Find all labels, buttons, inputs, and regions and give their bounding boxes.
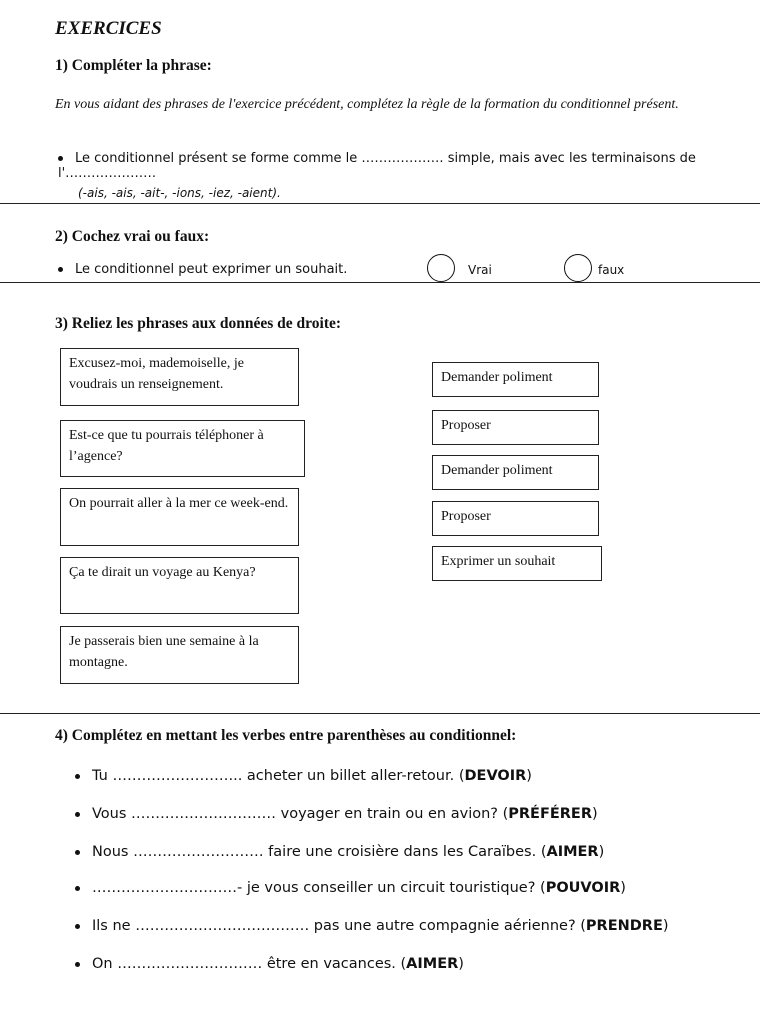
blank-field[interactable]: Ils ne ……………………………… [92, 918, 310, 934]
bullet-icon [75, 924, 80, 929]
blank-field[interactable]: Nous ……………………… [92, 844, 264, 860]
exercise-1-heading: 1) Compléter la phrase: [55, 57, 212, 74]
endings-list: (-ais, -ais, -ait-, -ions, -iez, -aient). [78, 186, 281, 200]
rule-text: Le conditionnel présent se forme comme le ………………. simple, mais avec les terminaisons de l'………………… [58, 151, 696, 181]
item-text: - je vous conseiller un circuit touristique? ( [237, 880, 546, 896]
left-phrase-box[interactable]: Je passerais bien une semaine à la montagne. [60, 626, 299, 684]
item-end: ) [598, 844, 605, 860]
item-text: être en vacances. ( [262, 956, 407, 972]
page-title: EXERCICES [55, 18, 162, 39]
vrai-radio[interactable] [427, 254, 455, 282]
item-text: faire une croisière dans les Caraïbes. ( [263, 844, 547, 860]
divider [0, 282, 760, 283]
blank-field[interactable]: Vous ………………………… [92, 806, 277, 822]
right-function-box[interactable]: Demander poliment [432, 455, 599, 490]
item-end: ) [526, 768, 532, 784]
item-end: ) [458, 956, 464, 972]
verb: PRENDRE [585, 918, 663, 934]
right-function-box[interactable]: Proposer [432, 410, 599, 445]
verb: PRÉFÉRER [508, 806, 592, 822]
left-phrase-box[interactable]: Est-ce que tu pourrais téléphoner à l’agence? [60, 420, 305, 477]
blank-field[interactable]: On ………………………… [92, 956, 263, 972]
item-text: pas une autre compagnie aérienne? ( [309, 918, 586, 934]
statement-text: Le conditionnel peut exprimer un souhait. [75, 262, 348, 277]
exercise-3-heading: 3) Reliez les phrases aux données de droite: [55, 315, 342, 332]
item-text: . acheter un billet aller-retour. ( [237, 768, 465, 784]
exercise-item [75, 918, 669, 934]
exercise-item [75, 768, 532, 784]
verb: AIMER [406, 956, 459, 972]
exercise-item [75, 806, 598, 822]
right-function-box[interactable]: Demander poliment [432, 362, 599, 397]
bullet-icon [75, 812, 80, 817]
verb: POUVOIR [545, 880, 621, 896]
faux-radio[interactable] [564, 254, 592, 282]
verb: AIMER [546, 844, 599, 860]
bullet-icon [75, 886, 80, 891]
bullet-icon [75, 774, 80, 779]
faux-label: faux [598, 263, 625, 277]
item-end: ) [592, 806, 598, 822]
right-function-box[interactable]: Proposer [432, 501, 599, 536]
exercise-item [75, 844, 604, 860]
exercise-item [75, 880, 626, 896]
right-function-box[interactable]: Exprimer un souhait [432, 546, 602, 581]
bullet-icon [58, 267, 63, 272]
bullet-icon [75, 962, 80, 967]
left-phrase-box[interactable]: Excusez-moi, mademoiselle, je voudrais un renseignement. [60, 348, 299, 406]
exercise-2-heading: 2) Cochez vrai ou faux: [55, 228, 210, 245]
exercise-1-rule [58, 151, 768, 181]
verb: DEVOIR [464, 768, 527, 784]
exercise-2-statement [58, 262, 347, 277]
item-end: ) [662, 918, 669, 934]
blank-field[interactable]: Tu …………………….. [92, 768, 238, 784]
divider [0, 203, 760, 204]
exercise-4-heading: 4) Complétez en mettant les verbes entre parenthèses au conditionnel: [55, 727, 517, 744]
blank-field[interactable]: ………………………… [92, 880, 237, 896]
exercise-1-instruction: En vous aidant des phrases de l'exercice précédent, complétez la règle de la formation du conditionnel présent. [55, 97, 679, 112]
bullet-icon [58, 156, 63, 161]
left-phrase-box[interactable]: On pourrait aller à la mer ce week-end. [60, 488, 299, 546]
left-phrase-box[interactable]: Ça te dirait un voyage au Kenya? [60, 557, 299, 614]
exercise-item [75, 956, 464, 972]
divider [0, 713, 760, 714]
bullet-icon [75, 850, 80, 855]
item-text: voyager en train ou en avion? ( [276, 806, 509, 822]
vrai-label: Vrai [468, 263, 492, 277]
item-end: ) [620, 880, 626, 896]
